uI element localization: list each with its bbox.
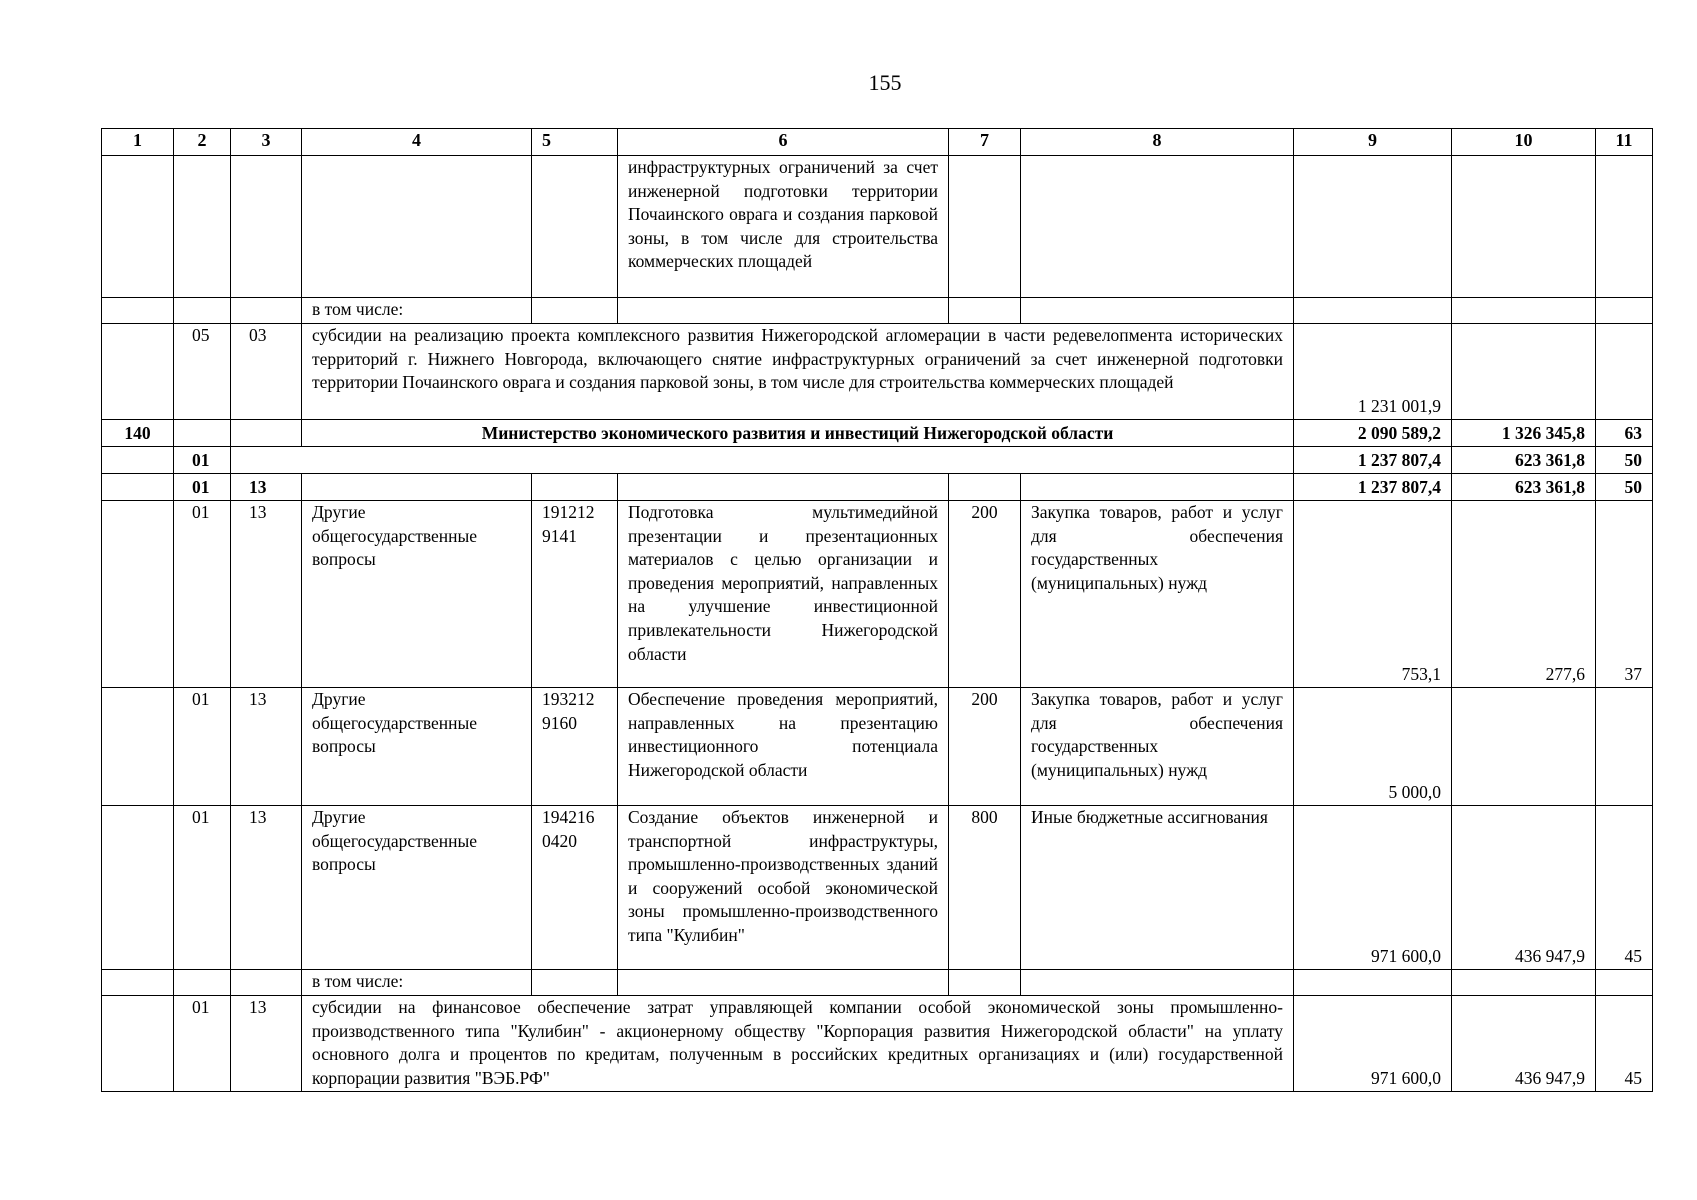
cell-subsidy-text: субсидии на реализацию проекта комплексного развития Нижегородской агломерации в части редевелопмента исторических территорий г. Нижнего Новгорода, включающего снятие инфраструктурных ограничений за счет инженерной подготовки территории Почаинского оврага и создания парковой зоны, в том числе для строительства коммерческих площадей bbox=[302, 324, 1294, 420]
cell-section-name: Другие общегосударственные вопросы bbox=[302, 806, 532, 970]
cell-amount-actual: 623 361,8 bbox=[1452, 474, 1596, 501]
table-row bbox=[102, 996, 1653, 1092]
cell-target-code: 194216 0420 bbox=[532, 806, 618, 970]
cell-description: Подготовка мультимедийной презентации и презентационных материалов с целью организации и проведения мероприятий, направленных на улучшение инвестиционной привлекательности Нижегородской области bbox=[618, 501, 949, 688]
table-row bbox=[102, 806, 1653, 970]
cell-target-code: 191212 9141 bbox=[532, 501, 618, 688]
table-row bbox=[102, 156, 1653, 298]
col-header: 6 bbox=[618, 129, 949, 156]
cell-amount-plan: 1 231 001,9 bbox=[1294, 324, 1452, 420]
cell-section: 01 bbox=[174, 996, 231, 1092]
cell-subsection: 13 bbox=[231, 474, 302, 501]
table-row-ministry bbox=[102, 420, 1653, 447]
cell-section: 01 bbox=[174, 447, 231, 474]
col-header: 7 bbox=[949, 129, 1021, 156]
table-row bbox=[102, 970, 1653, 996]
cell-percent: 45 bbox=[1596, 996, 1653, 1092]
cell-subsection: 03 bbox=[231, 324, 302, 420]
cell-amount-actual: 436 947,9 bbox=[1452, 996, 1596, 1092]
cell-percent: 50 bbox=[1596, 447, 1653, 474]
cell-subsection: 13 bbox=[231, 806, 302, 970]
cell-section-name: Другие общегосударственные вопросы bbox=[302, 501, 532, 688]
cell-amount-plan: 971 600,0 bbox=[1294, 996, 1452, 1092]
cell-percent: 63 bbox=[1596, 420, 1653, 447]
table-row bbox=[102, 501, 1653, 688]
cell-expense-type: 200 bbox=[949, 688, 1021, 806]
cell-amount-plan: 971 600,0 bbox=[1294, 806, 1452, 970]
cell-amount-plan: 5 000,0 bbox=[1294, 688, 1452, 806]
cell-amount-plan: 1 237 807,4 bbox=[1294, 447, 1452, 474]
cell-subsection: 13 bbox=[231, 501, 302, 688]
table-row bbox=[102, 688, 1653, 806]
cell-amount-actual: 1 326 345,8 bbox=[1452, 420, 1596, 447]
cell-section: 01 bbox=[174, 474, 231, 501]
cell-section-name: Другие общегосударственные вопросы bbox=[302, 688, 532, 806]
cell-description: инфраструктурных ограничений за счет инженерной подготовки территории Почаинского оврага и создания парковой зоны, в том числе для строительства коммерческих площадей bbox=[618, 156, 949, 298]
col-header: 2 bbox=[174, 129, 231, 156]
cell-subsidy-text: субсидии на финансовое обеспечение затрат управляющей компании особой экономической зоны промышленно-производственного типа "Кулибин" - акционерному обществу "Корпорация развития Нижегородской области" на уплату основного долга и процентов по кредитам, полученным в российских кредитных организациях и (или) государственной корпорации развития "ВЭБ.РФ" bbox=[302, 996, 1294, 1092]
cell-section: 01 bbox=[174, 806, 231, 970]
cell-subsection: 13 bbox=[231, 996, 302, 1092]
cell-note: в том числе: bbox=[302, 298, 532, 324]
cell-expense-name: Иные бюджетные ассигнования bbox=[1021, 806, 1294, 970]
cell-expense-type: 200 bbox=[949, 501, 1021, 688]
cell-amount-actual: 436 947,9 bbox=[1452, 806, 1596, 970]
cell-section: 01 bbox=[174, 688, 231, 806]
col-header: 1 bbox=[102, 129, 174, 156]
cell-subsection: 13 bbox=[231, 688, 302, 806]
cell-ministry-name: Министерство экономического развития и инвестиций Нижегородской области bbox=[302, 420, 1294, 447]
cell-percent: 50 bbox=[1596, 474, 1653, 501]
col-header: 8 bbox=[1021, 129, 1294, 156]
col-header: 10 bbox=[1452, 129, 1596, 156]
cell-description: Создание объектов инженерной и транспортной инфраструктуры, промышленно-производственных зданий и сооружений особой экономической зоны промышленно-производственного типа "Кулибин" bbox=[618, 806, 949, 970]
col-header: 3 bbox=[231, 129, 302, 156]
budget-table bbox=[101, 128, 1653, 1092]
table-row-subsection bbox=[102, 474, 1653, 501]
cell-amount-actual: 623 361,8 bbox=[1452, 447, 1596, 474]
cell-amount-plan: 753,1 bbox=[1294, 501, 1452, 688]
cell-target-code: 193212 9160 bbox=[532, 688, 618, 806]
table-row-section bbox=[102, 447, 1653, 474]
cell-percent: 45 bbox=[1596, 806, 1653, 970]
col-header: 4 bbox=[302, 129, 532, 156]
cell-amount-plan: 2 090 589,2 bbox=[1294, 420, 1452, 447]
page-number: 155 bbox=[868, 70, 902, 95]
col-header: 5 bbox=[532, 129, 618, 156]
cell-section: 01 bbox=[174, 501, 231, 688]
cell-expense-name: Закупка товаров, работ и услуг для обеспечения государственных (муниципальных) нужд bbox=[1021, 501, 1294, 688]
table-row bbox=[102, 298, 1653, 324]
column-number-row bbox=[102, 129, 1653, 156]
cell-amount-plan: 1 237 807,4 bbox=[1294, 474, 1452, 501]
cell-expense-name: Закупка товаров, работ и услуг для обеспечения государственных (муниципальных) нужд bbox=[1021, 688, 1294, 806]
cell-ministry-code: 140 bbox=[102, 420, 174, 447]
table-row bbox=[102, 324, 1653, 420]
cell-amount-actual: 277,6 bbox=[1452, 501, 1596, 688]
col-header: 11 bbox=[1596, 129, 1653, 156]
cell-note: в том числе: bbox=[302, 970, 532, 996]
cell-expense-type: 800 bbox=[949, 806, 1021, 970]
cell-description: Обеспечение проведения мероприятий, направленных на презентацию инвестиционного потенциала Нижегородской области bbox=[618, 688, 949, 806]
col-header: 9 bbox=[1294, 129, 1452, 156]
cell-percent: 37 bbox=[1596, 501, 1653, 688]
cell-section: 05 bbox=[174, 324, 231, 420]
